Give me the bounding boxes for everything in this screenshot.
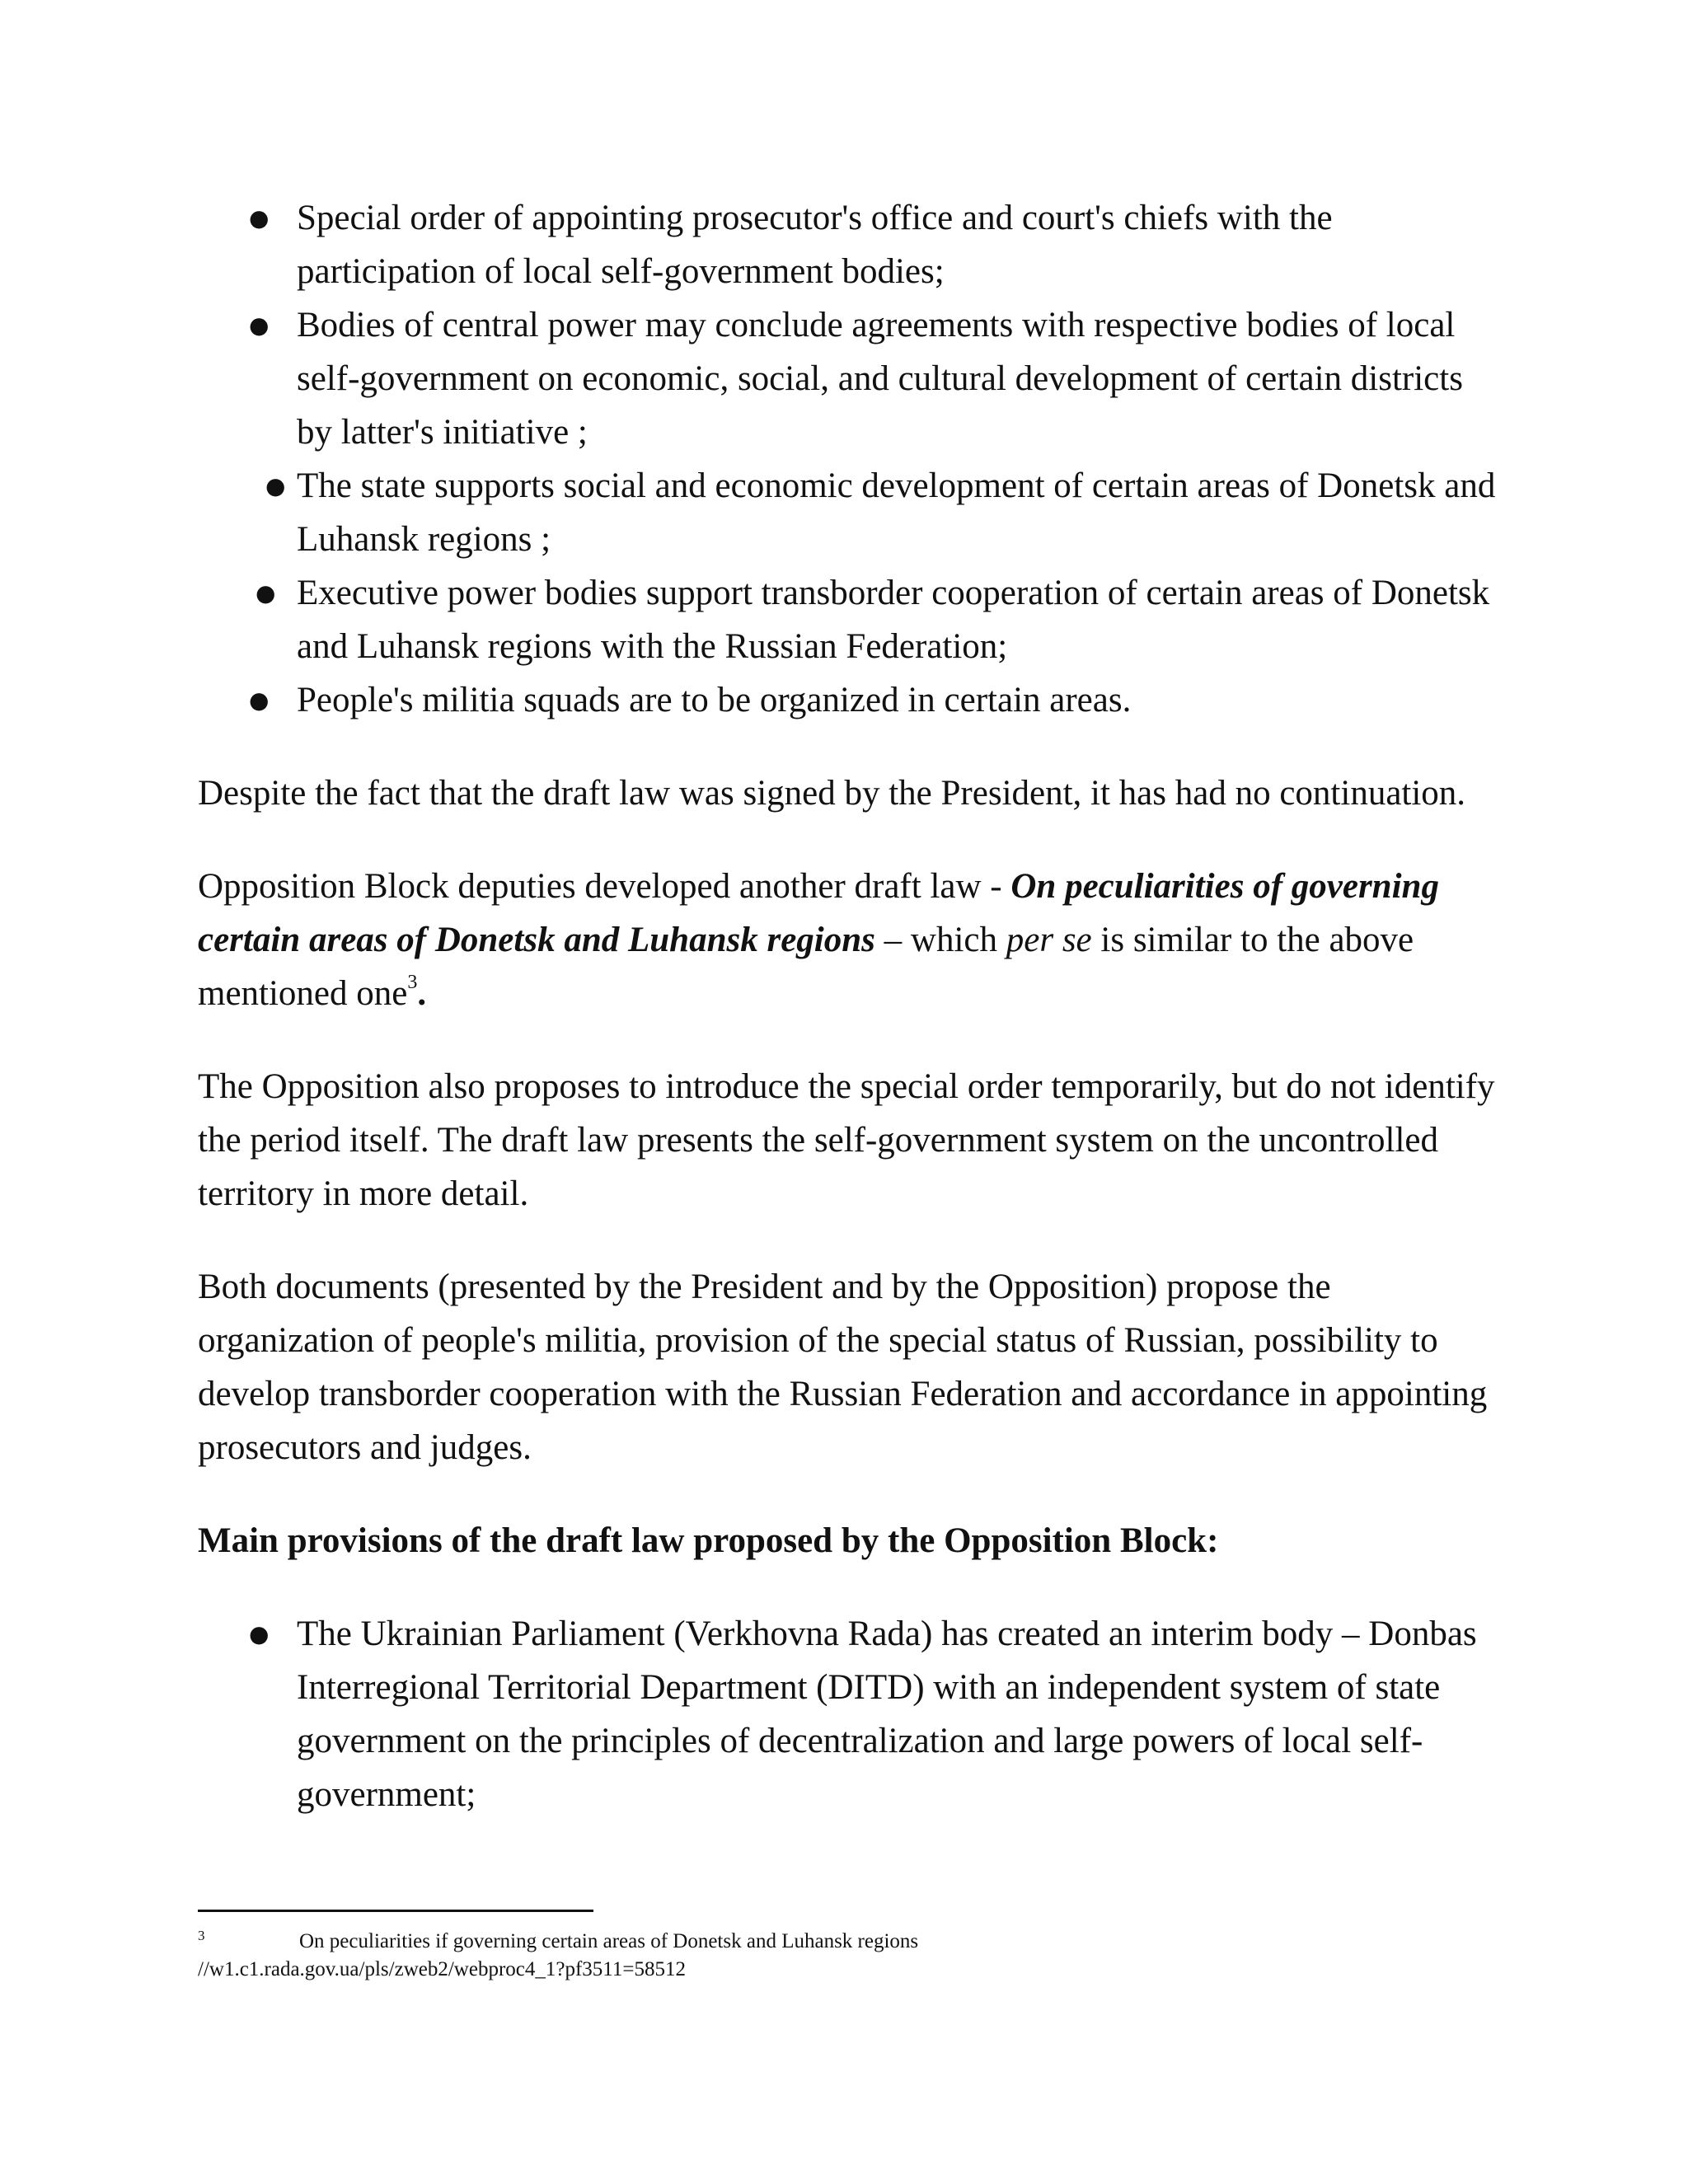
footnote-line	[198, 1922, 1434, 1956]
paragraph-text: Opposition Block deputies developed another draft law -	[198, 867, 1011, 906]
list-item	[198, 459, 1500, 566]
paragraph-despite: Despite the fact that the draft law was signed by the President, it has had no continuation.	[198, 774, 1466, 813]
footnote-url[interactable]: //w1.c1.rada.gov.ua/pls/zweb2/webproc4_1?pf3511=58512	[198, 1958, 686, 1980]
list-item-text: People's militia squads are to be organized in certain areas.	[297, 681, 1132, 719]
footnote	[198, 1922, 1434, 1984]
italic-term: per se	[1006, 921, 1092, 959]
list-item-text: The state supports social and economic development of certain areas of Donetsk and Luhansk regions ;	[297, 466, 1496, 559]
paragraph-both-documents: Both documents (presented by the President and by the Opposition) propose the organization of people's militia, provision of the special status of Russian, possibility to develop transborder cooperation with the Russian Federation and accordance in appointing prosecutors and judges.	[198, 1268, 1488, 1467]
bullet-icon: ●	[265, 472, 286, 499]
paragraph-temporary: The Opposition also proposes to introduce the special order temporarily, but do not identify the period itself. The draft law presents the self-government system on the uncontrolled territory in more detail.	[198, 1067, 1495, 1213]
footnote-text: On peculiarities if governing certain areas of Donetsk and Luhansk regions	[299, 1930, 919, 1952]
paragraph-text: – which	[874, 921, 1006, 959]
bullet-icon: ●	[256, 579, 276, 607]
bullet-icon: ●	[249, 1620, 270, 1647]
section-heading: Main provisions of the draft law proposed by the Opposition Block:	[198, 1521, 1219, 1560]
footnote-separator	[198, 1910, 593, 1912]
list-item-text: Bodies of central power may conclude agreements with respective bodies of local self-government on economic, social, and cultural development of certain districts by latter's initiative ;	[297, 306, 1463, 452]
page-body	[198, 191, 1500, 1821]
bullet-list-bottom	[198, 1607, 1500, 1821]
list-item	[198, 298, 1500, 459]
list-item-text: Special order of appointing prosecutor's office and court's chiefs with the participation of local self-government bodies;	[297, 199, 1333, 291]
list-item	[198, 191, 1500, 298]
bullet-icon: ●	[249, 687, 270, 714]
list-item-text: Executive power bodies support transborder cooperation of certain areas of Donetsk and Luhansk regions with the Russian Federation;	[297, 574, 1490, 666]
paragraph-opposition-draft	[198, 860, 1500, 1020]
list-item-text: The Ukrainian Parliament (Verkhovna Rada) has created an interim body – Donbas Interregional Territorial Department (DITD) with an independent system of state government on the principles of decentralization and large powers of local self-government;	[297, 1615, 1477, 1814]
bullet-icon: ●	[249, 312, 270, 339]
paragraph-end-mark: .	[417, 974, 427, 1013]
list-item	[198, 1607, 1500, 1821]
bullet-icon: ●	[249, 204, 270, 232]
list-item	[198, 673, 1500, 727]
bullet-list-top	[198, 191, 1500, 727]
draft-law-title: On peculiarities of governing certain areas of Donetsk and Luhansk regions	[198, 867, 1439, 959]
list-item	[198, 566, 1500, 673]
footnote-reference[interactable]: 3	[407, 972, 418, 993]
paragraph-text: is similar to the above mentioned one	[198, 921, 1414, 1013]
footnote-number: 3	[198, 1928, 205, 1943]
